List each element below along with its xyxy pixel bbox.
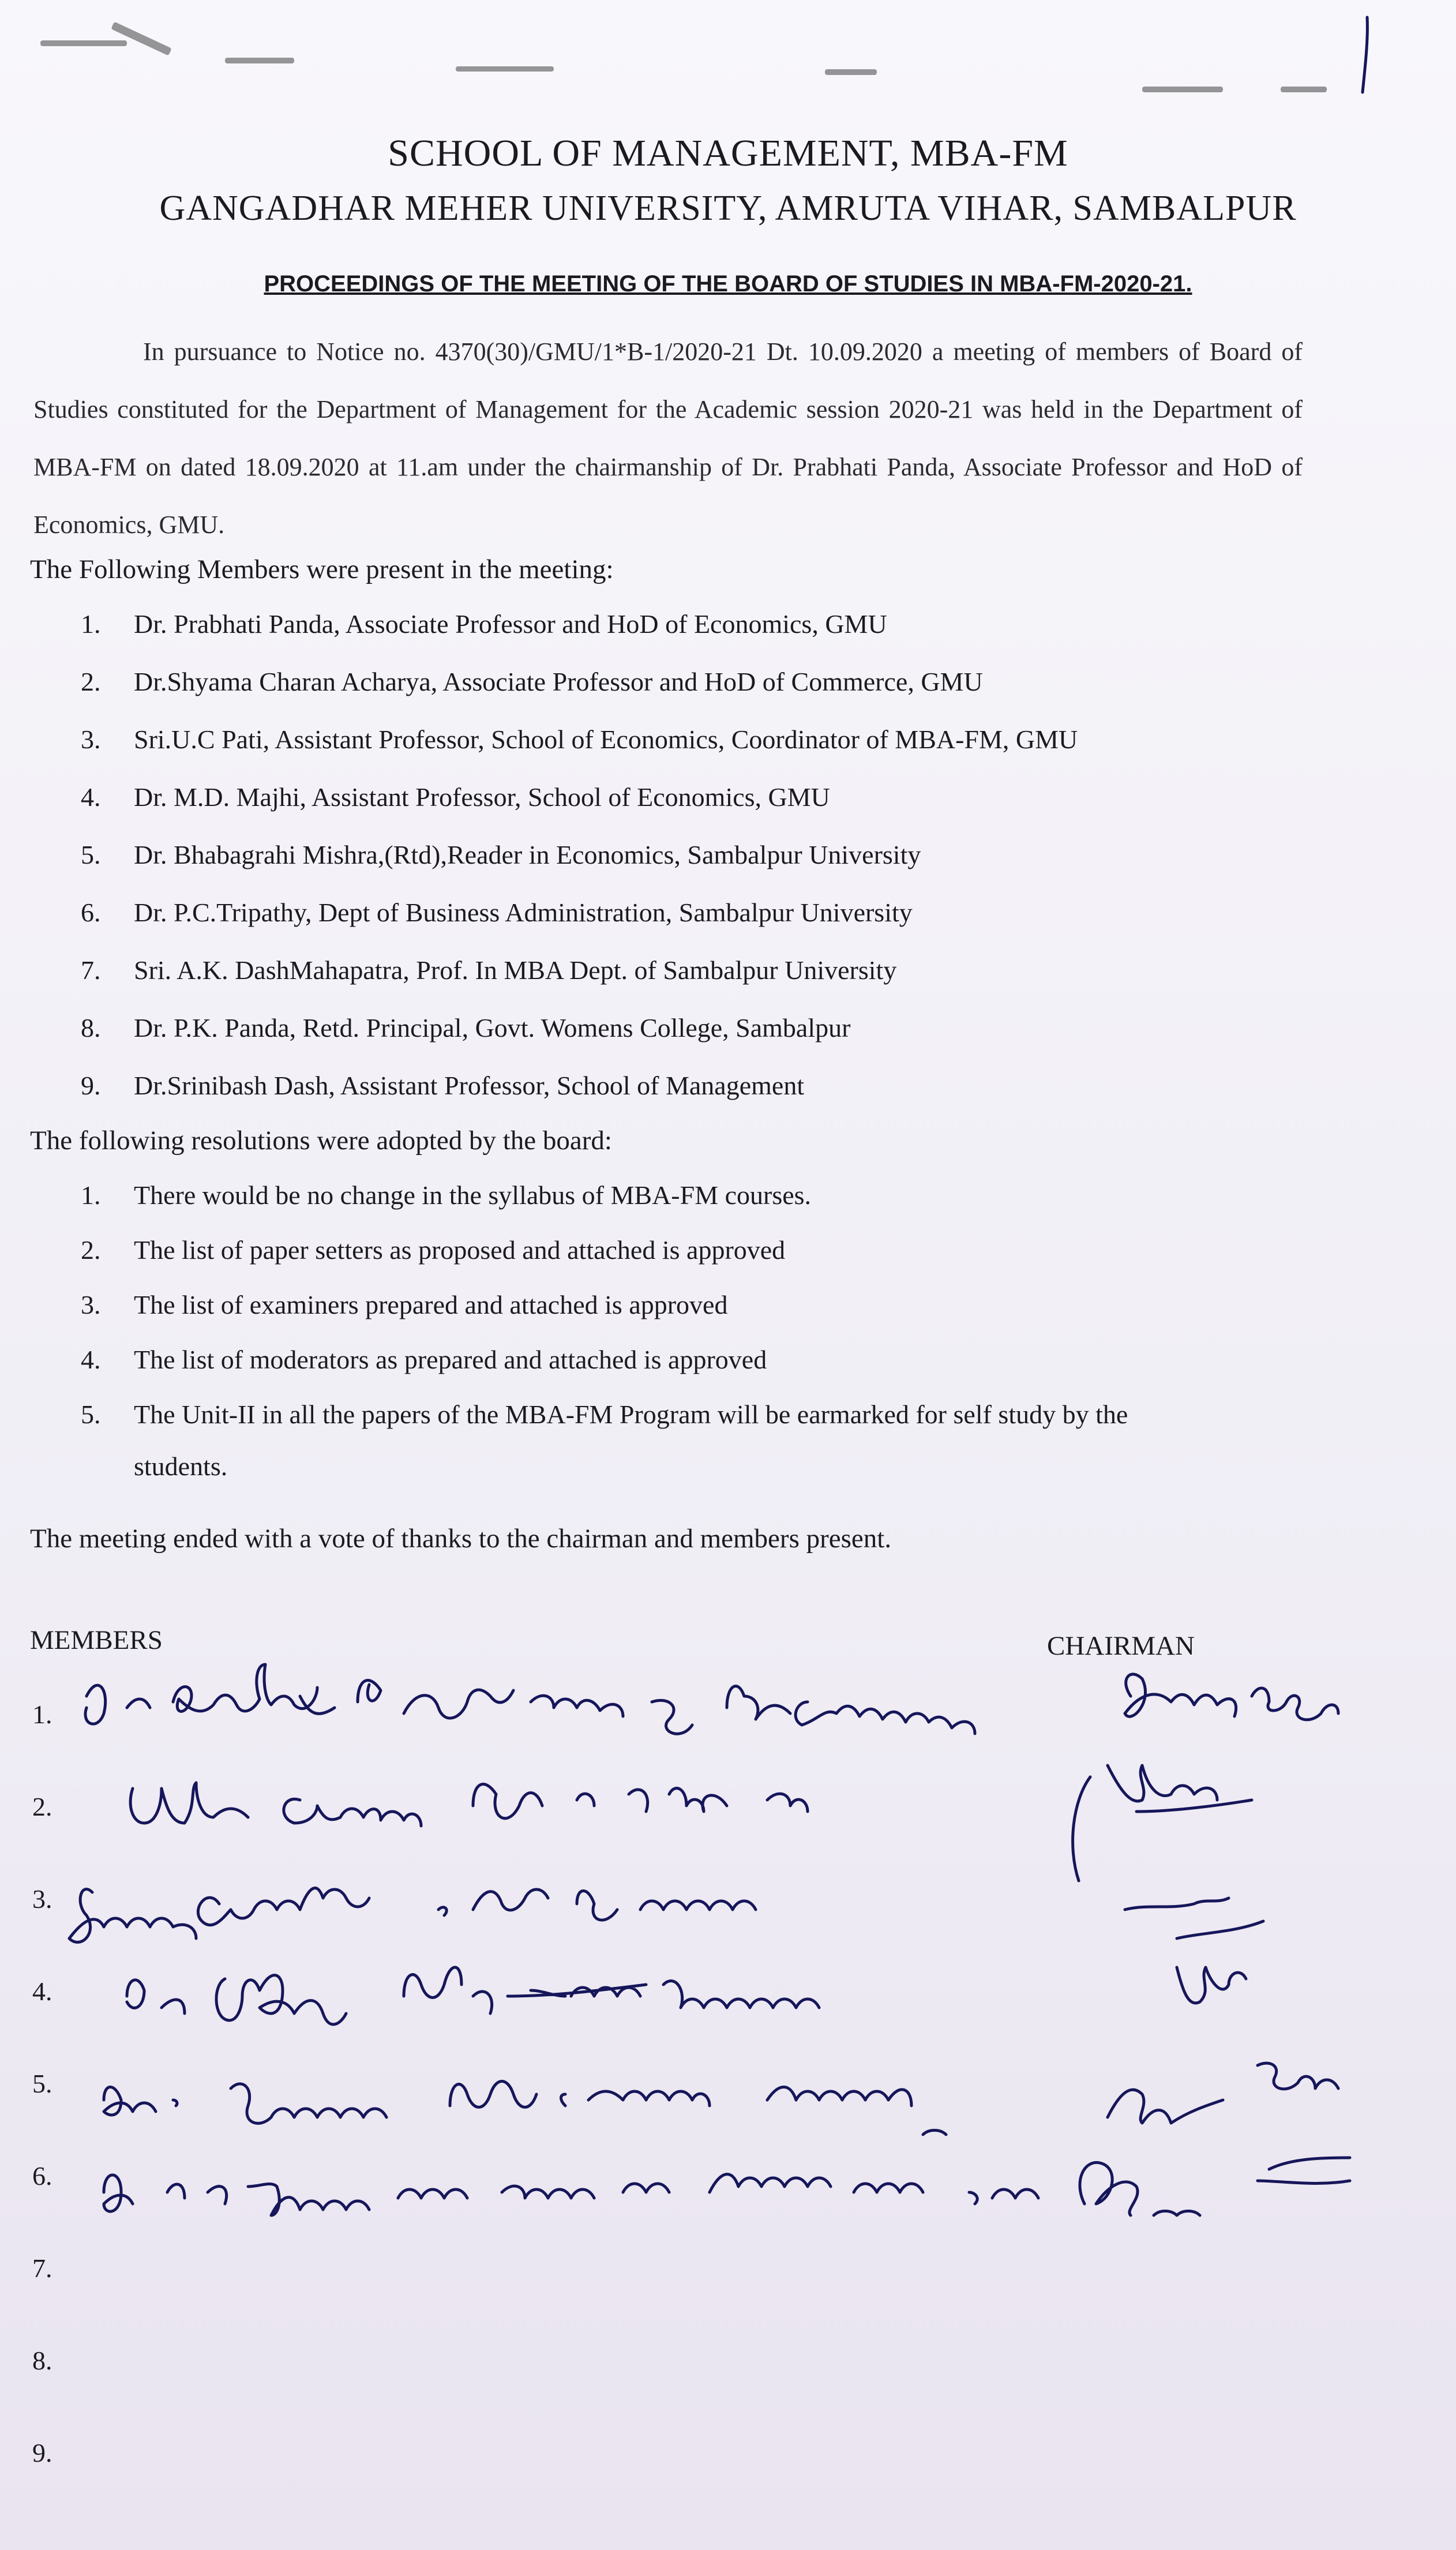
scan-smudge bbox=[225, 58, 294, 63]
signature-row-number: 2. bbox=[32, 1792, 52, 1821]
signature-row-number: 6. bbox=[32, 2161, 52, 2191]
scan-smudge bbox=[1281, 87, 1327, 92]
signature-row-number: 3. bbox=[32, 1884, 52, 1914]
handwritten-signatures bbox=[0, 1662, 1456, 2469]
scan-smudge bbox=[1142, 87, 1223, 92]
signature-row-number: 9. bbox=[32, 2438, 52, 2468]
proceedings-title: PROCEEDINGS OF THE MEETING OF THE BOARD OF STUDIES IN MBA-FM-2020-21. bbox=[264, 271, 1192, 297]
scan-smudge bbox=[825, 69, 877, 75]
resolutions-heading: The following resolutions were adopted by the board: bbox=[30, 1126, 612, 1156]
university-heading: GANGADHAR MEHER UNIVERSITY, AMRUTA VIHAR, SAMBALPUR bbox=[159, 189, 1297, 228]
intro-paragraph: In pursuance to Notice no. 4370(30)/GMU/1*B-1/2020-21 Dt. 10.09.2020 a meeting of members of Board of Studies constituted for the Department of Management for the Academic session 2020-21 was held in the Department of MBA-FM on dated 18.09.2020 at 11.am under the chairmanship of Dr. Prabhati Panda, Associate Professor and HoD of Economics, GMU. bbox=[33, 337, 1303, 539]
scan-smudge bbox=[40, 40, 127, 46]
scan-smudge bbox=[456, 66, 554, 72]
signature-row-number: 1. bbox=[32, 1700, 52, 1729]
handwritten-page-number bbox=[1350, 12, 1384, 98]
scan-smudge bbox=[111, 21, 172, 55]
document-page: SCHOOL OF MANAGEMENT, MBA-FM GANGADHAR MEHER UNIVERSITY, AMRUTA VIHAR, SAMBALPUR PROCEEDINGS OF THE MEETING OF THE BOARD OF STUDIES IN MBA-FM-2020-21. In pursuance to Notice no. 4370(30)/GMU/1*B-1/2020-21 Dt. 10.09.2020 a meeting of members of Board of Studies constituted for the Department of Management for the Academic session 2020-21 was held in the Department of MBA-FM on dated 18.09.2020 at 11.am under the chairmanship of Dr. Prabhati Panda, Associate Professor and HoD of Economics, GMU. The Following Members were present in the meeting: 1. Dr. Prabhati Panda, Associate Professor and HoD of Economics, GMU 2. Dr.Shyama Charan Acharya, Associate Professor and HoD of Commerce, GMU 3. Sri.U.C Pati, Assistant Professor, School of Economics, Coordinator of MBA-FM, GMU 4. Dr. M.D. Majhi, Assistant Professor, School of Economics, GMU 5. Dr. Bhabagrahi Mishra,(Rtd),Reader in Economics, Sambalpur University 6. Dr. P.C.Tripathy, Dept of Business Administration, Sambalpur University 7. Sri. A.K. DashMahapatra, Prof. In MBA Dept. of Sambalpur University 8. Dr. P.K. Panda, Retd. Principal, Govt. Womens College, Sambalpur 9. Dr.Srinibash Dash, Assistant Professor, School of Management The following resolutions were adopted by the board: 1. There would be no change in the syllabus of MBA-FM courses. 2. The list of paper setters as proposed and attached is approved 3. The list of examiners prepared and attached is approved 4. The list of moderators as prepared and attached is approved 5. The Unit-II in all the papers of the MBA-FM Program will be earmarked for self study by the students. The meeting ended with a vote of thanks to the chairman and members present. MEMBERS CHAIRMAN 1. 2. 3. 4. 5. 6. 7. 8. 9. bbox=[0, 0, 1456, 2550]
chairman-heading: CHAIRMAN bbox=[1047, 1631, 1195, 1661]
school-heading: SCHOOL OF MANAGEMENT, MBA-FM bbox=[388, 132, 1068, 174]
signature-row-number: 4. bbox=[32, 1977, 52, 2006]
present-heading: The Following Members were present in the meeting: bbox=[30, 554, 614, 584]
signature-row-number: 7. bbox=[32, 2253, 52, 2283]
signature-row-number: 5. bbox=[32, 2069, 52, 2098]
members-heading: MEMBERS bbox=[30, 1625, 163, 1655]
signature-row-number: 8. bbox=[32, 2346, 52, 2375]
closing-statement: The meeting ended with a vote of thanks to the chairman and members present. bbox=[30, 1524, 892, 1554]
